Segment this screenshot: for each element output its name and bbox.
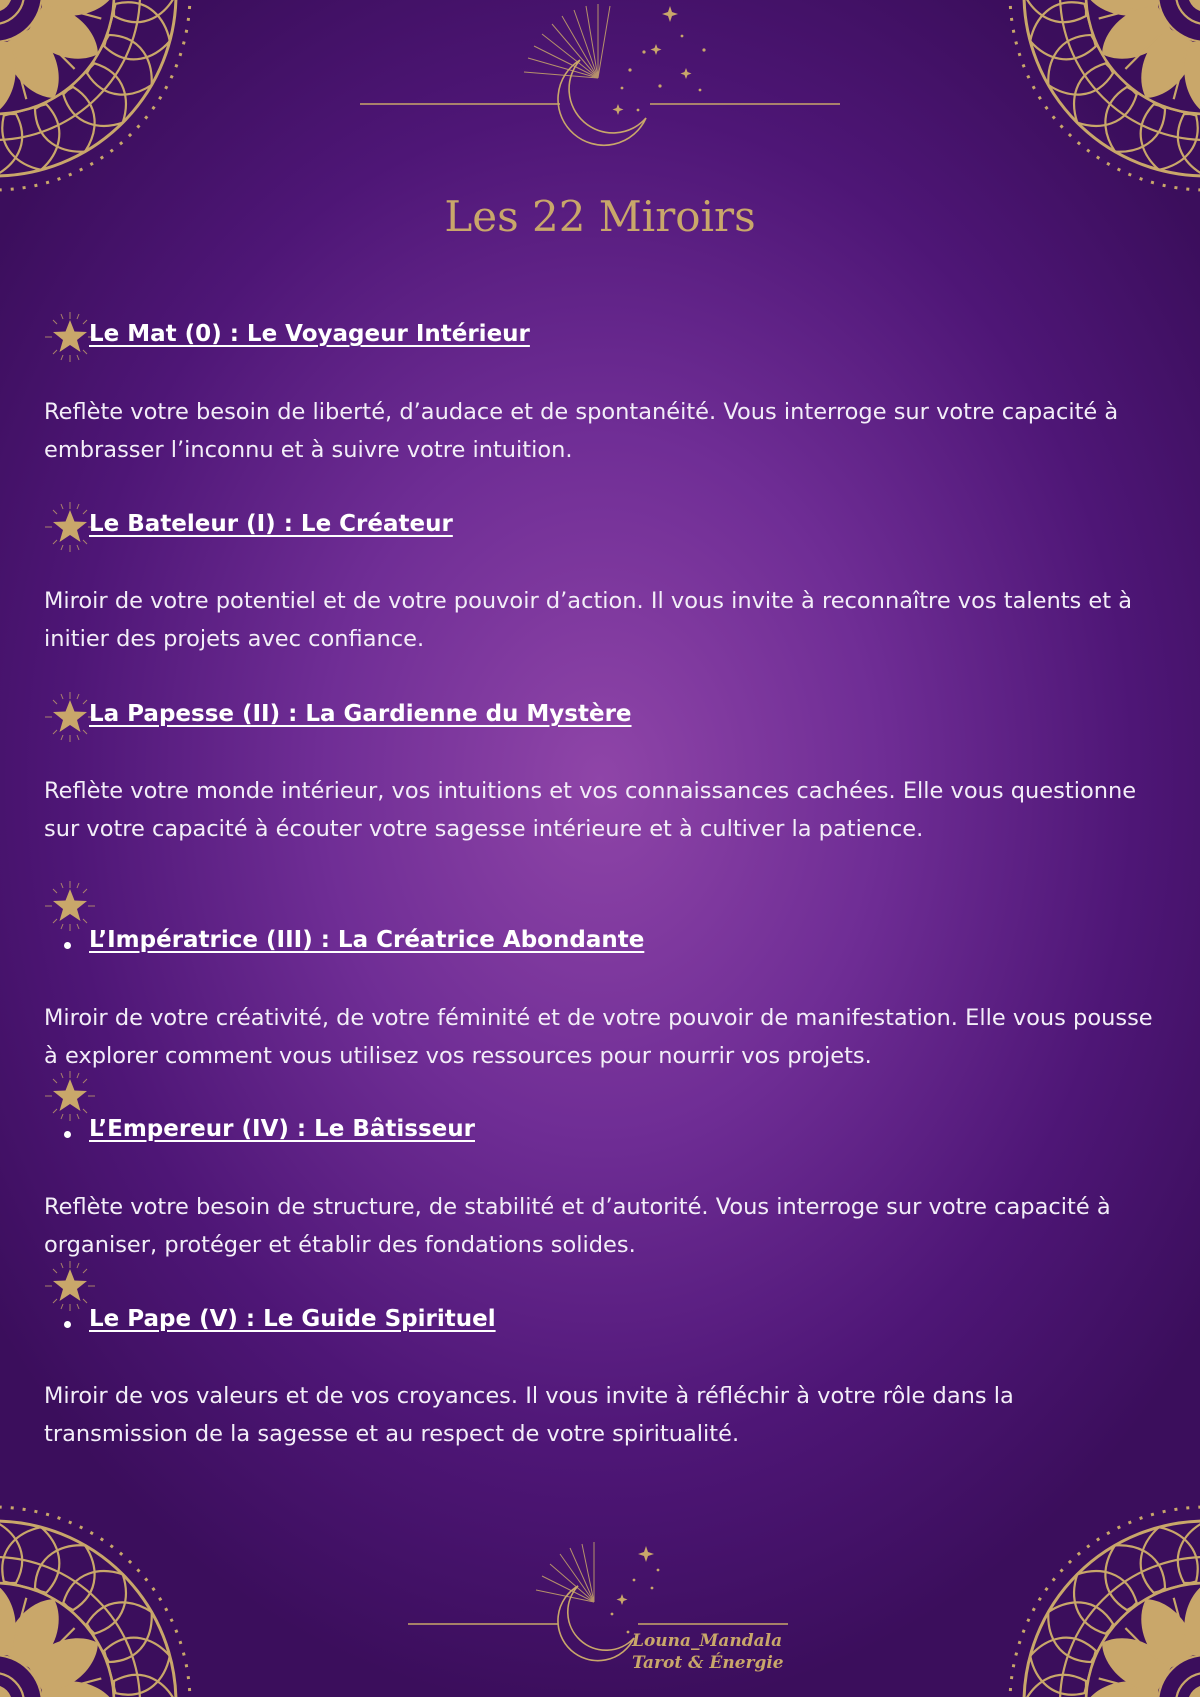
card-description-la-papesse: Reflète votre monde intérieur, vos intuitions et vos connaissances cachées. Elle vous questionne sur votre capacité à écouter votre sagesse intérieure et à cultiver la patience. xyxy=(44,778,1137,842)
card-heading-la-papesse: La Papesse (II) : La Gardienne du Mystère xyxy=(89,701,632,727)
card-heading-l-empereur: L’Empereur (IV) : Le Bâtisseur xyxy=(89,1116,475,1142)
signature-line-2: Tarot & Énergie xyxy=(632,1653,784,1673)
card-heading-le-pape: Le Pape (V) : Le Guide Spirituel xyxy=(89,1306,496,1332)
card-description-le-mat: Reflète votre besoin de liberté, d’audace et de spontanéité. Vous interroge sur votre capacité à embrasser l’inconnu et à suivre votre intuition. xyxy=(44,399,1119,463)
card-description-le-pape: Miroir de vos valeurs et de vos croyances. Il vous invite à réfléchir à votre rôle dans la transmission de la sagesse et au respect de votre spiritualité. xyxy=(44,1383,1014,1447)
mandala-corner-top-left-icon xyxy=(0,0,204,204)
mandala-corner-top-right-icon xyxy=(996,0,1200,204)
list-bullet xyxy=(64,942,71,949)
card-description-l-imperatrice: Miroir de votre créativité, de votre féminité et de votre pouvoir de manifestation. Elle vous pousse à explorer comment vous utilisez vos ressources pour nourrir vos projets. xyxy=(44,1005,1153,1069)
sparkle-star-icon xyxy=(43,1069,97,1123)
sparkle-star-icon xyxy=(43,879,97,933)
page-title: Les 22 Miroirs xyxy=(444,192,756,241)
signature xyxy=(632,1630,784,1674)
card-heading-l-imperatrice: L’Impératrice (III) : La Créatrice Abondante xyxy=(89,927,645,953)
card-heading-le-mat: Le Mat (0) : Le Voyageur Intérieur xyxy=(89,321,530,347)
mandala-corner-bottom-right-icon xyxy=(996,1493,1200,1697)
card-description-le-bateleur: Miroir de votre potentiel et de votre pouvoir d’action. Il vous invite à reconnaître vos talents et à initier des projets avec confiance. xyxy=(44,588,1133,652)
list-bullet xyxy=(64,1321,71,1328)
mandala-corner-bottom-left-icon xyxy=(0,1493,204,1697)
sparkle-star-icon xyxy=(43,1259,97,1313)
list-bullet xyxy=(64,1131,71,1138)
crescent-moon-ornament-top-icon xyxy=(360,0,840,160)
card-description-l-empereur: Reflète votre besoin de structure, de stabilité et d’autorité. Vous interroge sur votre capacité à organiser, protéger et établir des fondations solides. xyxy=(44,1194,1111,1258)
card-heading-le-bateleur: Le Bateleur (I) : Le Créateur xyxy=(89,511,453,537)
signature-line-1: Louna_Mandala xyxy=(632,1631,783,1651)
